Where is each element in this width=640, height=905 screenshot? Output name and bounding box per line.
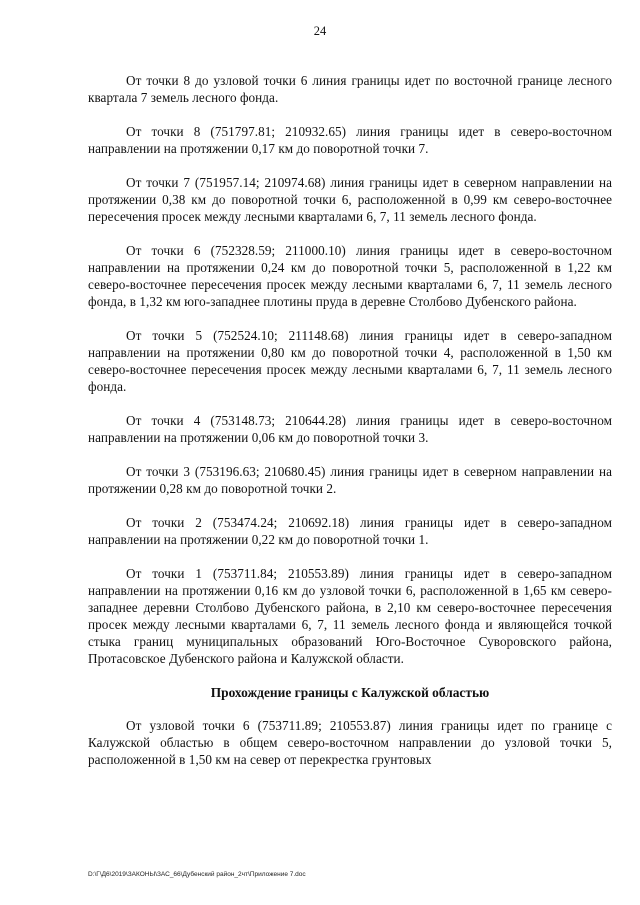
paragraph: От точки 3 (753196.63; 210680.45) линия границы идет в северном направлении на протяжении 0,28 км до поворотной точки 2. [88, 464, 612, 496]
section-heading: Прохождение границы с Калужской областью [210, 685, 490, 700]
paragraph: От точки 2 (753474.24; 210692.18) линия границы идет в северо-западном направлении на протяжении 0,22 км до поворотной точки 1. [88, 515, 612, 547]
paragraph: От точки 1 (753711.84; 210553.89) линия границы идет в северо-западном направлении на протяжении 0,16 км до узловой точки 6, расположенной в 1,65 км северо-западнее деревни Столбово Дубенского района, в 2,10 км северо-восточнее пересечения просек между лесными кварталами 6, 7, 11 земель лесного фонда и являющейся точкой стыка границ муниципальных образований Юго-Восточное Суворовского района, Протасовское Дубенского района и Калужской области. [88, 566, 612, 666]
paragraph: От точки 8 (751797.81; 210932.65) линия границы идет в северо-восточном направлении на протяжении 0,17 км до поворотной точки 7. [88, 124, 612, 156]
footer-file-path: D:\Г\Д6\2019\ЗАКОНЫ\ЗАС_66\Дубенский район_2чт\Приложение 7.doc [88, 871, 306, 878]
paragraph: От точки 7 (751957.14; 210974.68) линия границы идет в северном направлении на протяжении 0,38 км до поворотной точки 6, расположенной в 0,99 км северо-восточнее пересечения просек между лесными кварталами 6, 7, 11 земель лесного фонда. [88, 175, 612, 224]
paragraph: От точки 4 (753148.73; 210644.28) линия границы идет в северо-восточном направлении на протяжении 0,06 км до поворотной точки 3. [88, 413, 612, 445]
paragraph: От точки 6 (752328.59; 211000.10) линия границы идет в северо-восточном направлении на протяжении 0,24 км до поворотной точки 5, расположенной в 1,22 км северо-восточнее пересечения просек между лесными кварталами 6, 7, 11 земель лесного фонда, в 1,32 км юго-западнее плотины пруда в деревне Столбово Дубенского района. [88, 243, 612, 309]
paragraph: От точки 5 (752524.10; 211148.68) линия границы идет в северо-западном направлении на протяжении 0,80 км до поворотной точки 4, расположенной в 1,50 км северо-восточнее пересечения просек между лесными кварталами 6, 7, 11 земель лесного фонда. [88, 328, 612, 394]
document-body [88, 72, 612, 785]
paragraph: От узловой точки 6 (753711.89; 210553.87) линия границы идет по границе с Калужской областью в общем северо-восточном направлении до узловой точки 5, расположенной в 1,50 км на север от перекрестка грунтовых [88, 718, 612, 767]
paragraph: От точки 8 до узловой точки 6 линия границы идет по восточной границе лесного квартала 7 земель лесного фонда. [88, 73, 612, 105]
page-number: 24 [313, 24, 327, 38]
